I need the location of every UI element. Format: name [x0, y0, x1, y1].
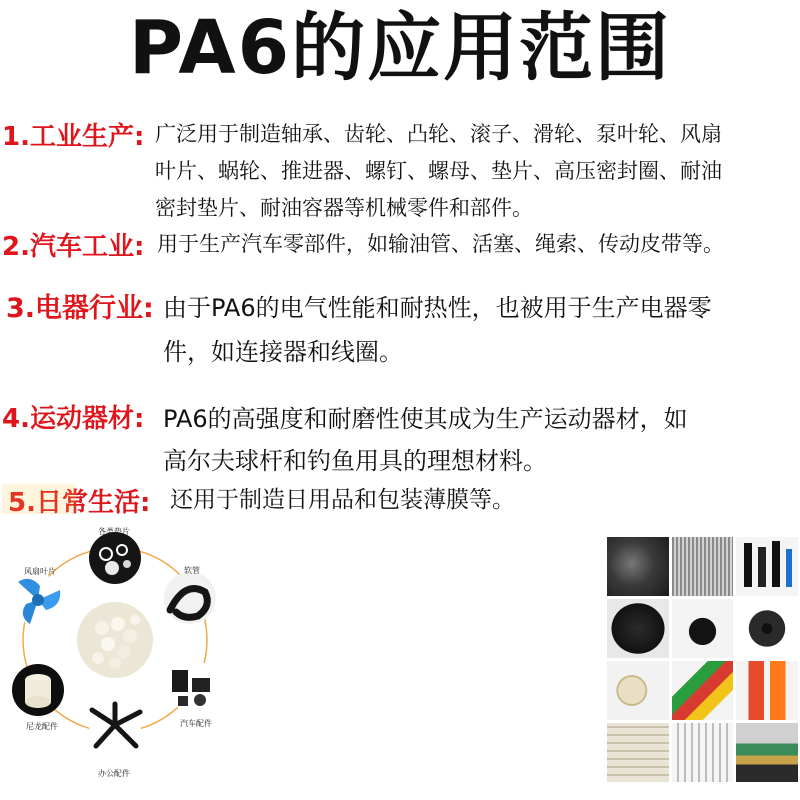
section-text: 用于生产汽车零部件，如输油管、活塞、绳索、传动皮带等。	[157, 232, 724, 256]
engine-photo	[607, 537, 669, 596]
section-text: 由于PA6的电气性能和耐热性，也被用于生产电器零 件，如连接器和线圈。	[163, 294, 712, 366]
fan-blade-photo	[12, 574, 64, 626]
section-label: 2.汽车工业:	[2, 232, 145, 262]
nylon-part-photo	[12, 664, 64, 716]
watermark	[2, 484, 76, 514]
section-text: 还用于制造日用品和包装薄膜等。	[170, 487, 515, 513]
label-fan-blade: 风扇叶片	[24, 567, 56, 576]
section-label: 5.日常生活:	[8, 488, 151, 518]
page-title: PA6的应用范围	[128, 5, 672, 91]
connector-strip-photo	[672, 723, 734, 782]
label-nylon-parts: 尼龙配件	[26, 722, 58, 731]
connector-photo	[736, 537, 798, 596]
label-hose: 软管	[184, 566, 200, 575]
label-office-parts: 办公配件	[98, 769, 130, 778]
pellets-photo	[77, 602, 153, 678]
section-label: 3.电器行业:	[6, 293, 154, 324]
section-text: 广泛用于制造轴承、齿轮、凸轮、滚子、滑轮、泵叶轮、风扇 叶片、蜗轮、推进器、螺钉、螺母、垫片、高压密封圈、耐油 密封垫片、耐油容器等机械零件和部件。	[155, 122, 722, 220]
hose-photo	[164, 572, 216, 624]
clip-photo	[672, 661, 734, 720]
product-photo-grid	[607, 537, 798, 782]
section-label: 1.工业生产:	[2, 122, 145, 152]
label-auto-parts: 汽车配件	[180, 719, 212, 728]
label-gaskets: 各类垫片	[98, 527, 130, 536]
fan-photo	[736, 599, 798, 658]
electronic-parts-photo	[736, 723, 798, 782]
switch-photo	[736, 661, 798, 720]
auto-part-photo	[166, 660, 218, 712]
gear-photo	[607, 661, 669, 720]
office-base-photo	[89, 699, 141, 751]
section-label: 4.运动器材:	[2, 404, 145, 434]
terminal-photo	[607, 723, 669, 782]
rubber-part-photo	[672, 599, 734, 658]
section-text: PA6的高强度和耐磨性使其成为生产运动器材，如 高尔夫球杆和钓鱼用具的理想材料。	[163, 405, 688, 475]
application-diagram	[0, 520, 240, 800]
radiator-photo	[672, 537, 734, 596]
intake-manifold-photo	[607, 599, 669, 658]
gasket-photo	[89, 532, 141, 584]
